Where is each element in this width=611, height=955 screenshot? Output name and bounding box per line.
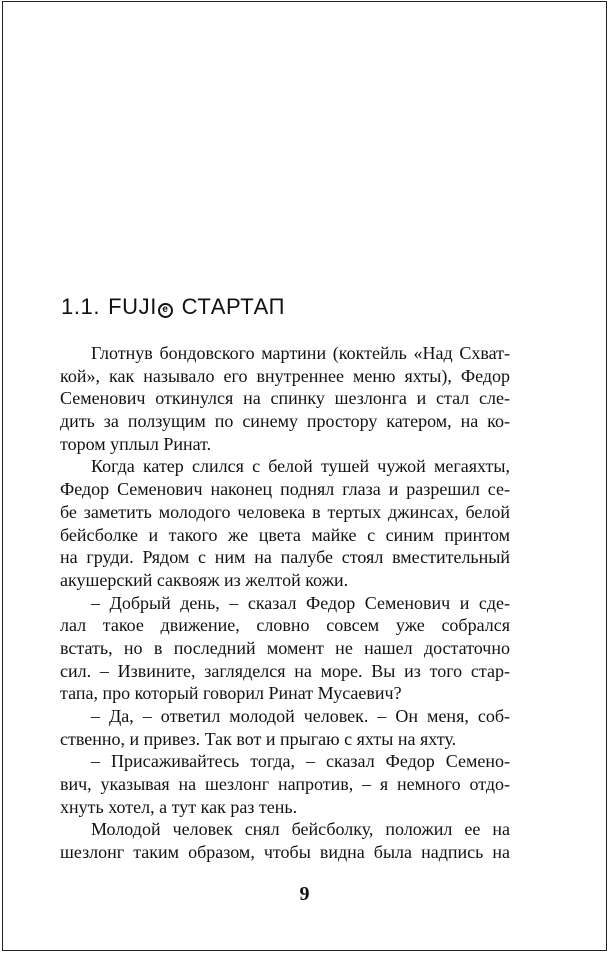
circled-e-logo-icon: e <box>158 303 173 318</box>
book-page <box>2 1 607 951</box>
text-line: сил. – Извините, загляделся на море. Вы из того стар- <box>60 660 510 681</box>
page-number: 9 <box>299 883 310 905</box>
text-line: тапа, про который говорил Ринат Мусаевич? <box>60 683 402 704</box>
text-line: – Добрый день, – сказал Федор Семенович и сде- <box>91 592 510 613</box>
text-line: шезлонг таким образом, чтобы видна была надпись на <box>60 842 510 863</box>
text-line: бе заметить молодого человека в тертых джинсах, белой <box>60 501 510 522</box>
paragraph <box>60 818 510 863</box>
text-line: – Присаживайтесь тогда, – сказал Федор Семено- <box>91 751 510 772</box>
text-line: кой», как называло его внутреннее меню яхты), Федор <box>60 365 510 386</box>
text-line: лал такое движение, словно совсем уже собрался <box>60 615 510 636</box>
text-line: на груди. Рядом с ним на палубе стоял вместительный <box>60 547 510 568</box>
text-line: Семенович откинулся на спинку шезлонга и стал сле- <box>60 388 510 409</box>
paragraph <box>60 705 510 750</box>
text-line: ственно, и привез. Так вот и прыгаю с яхты на яхту. <box>60 728 457 749</box>
text-line: акушерский саквояж из желтой кожи. <box>60 569 349 590</box>
chapter-title <box>61 294 285 320</box>
text-line: Глотнув бондовского мартини (коктейль «Над Схват- <box>91 343 510 363</box>
text-line: тором уплыл Ринат. <box>60 433 212 454</box>
body-text <box>60 342 510 864</box>
chapter-number: 1.1. <box>61 294 101 319</box>
text-line: Молодой человек снял бейсболку, положил ее на <box>91 819 510 840</box>
text-line: дить за ползущим по синему простору катером, на ко- <box>60 411 510 432</box>
text-line: хнуть хотел, а тут как раз тень. <box>60 796 298 817</box>
paragraph <box>60 750 510 818</box>
text-line: встать, но в последний момент не нашел достаточно <box>60 637 510 658</box>
text-line: бейсболке и такого же цвета майке с синим принтом <box>60 524 510 545</box>
paragraph <box>60 592 510 705</box>
text-line: – Да, – ответил молодой человек. – Он меня, соб- <box>91 706 510 726</box>
paragraph <box>60 342 510 455</box>
text-line: Федор Семенович наконец поднял глаза и разрешил се- <box>60 479 510 500</box>
text-line: вич, указывая на шезлонг напротив, – я немного отдо- <box>60 774 510 795</box>
chapter-title-fuji: FUJI <box>108 294 157 319</box>
paragraph <box>60 455 510 591</box>
chapter-title-startup: СТАРТАП <box>181 294 286 319</box>
text-line: Когда катер слился с белой тушей чужой мегаяхты, <box>91 456 510 477</box>
